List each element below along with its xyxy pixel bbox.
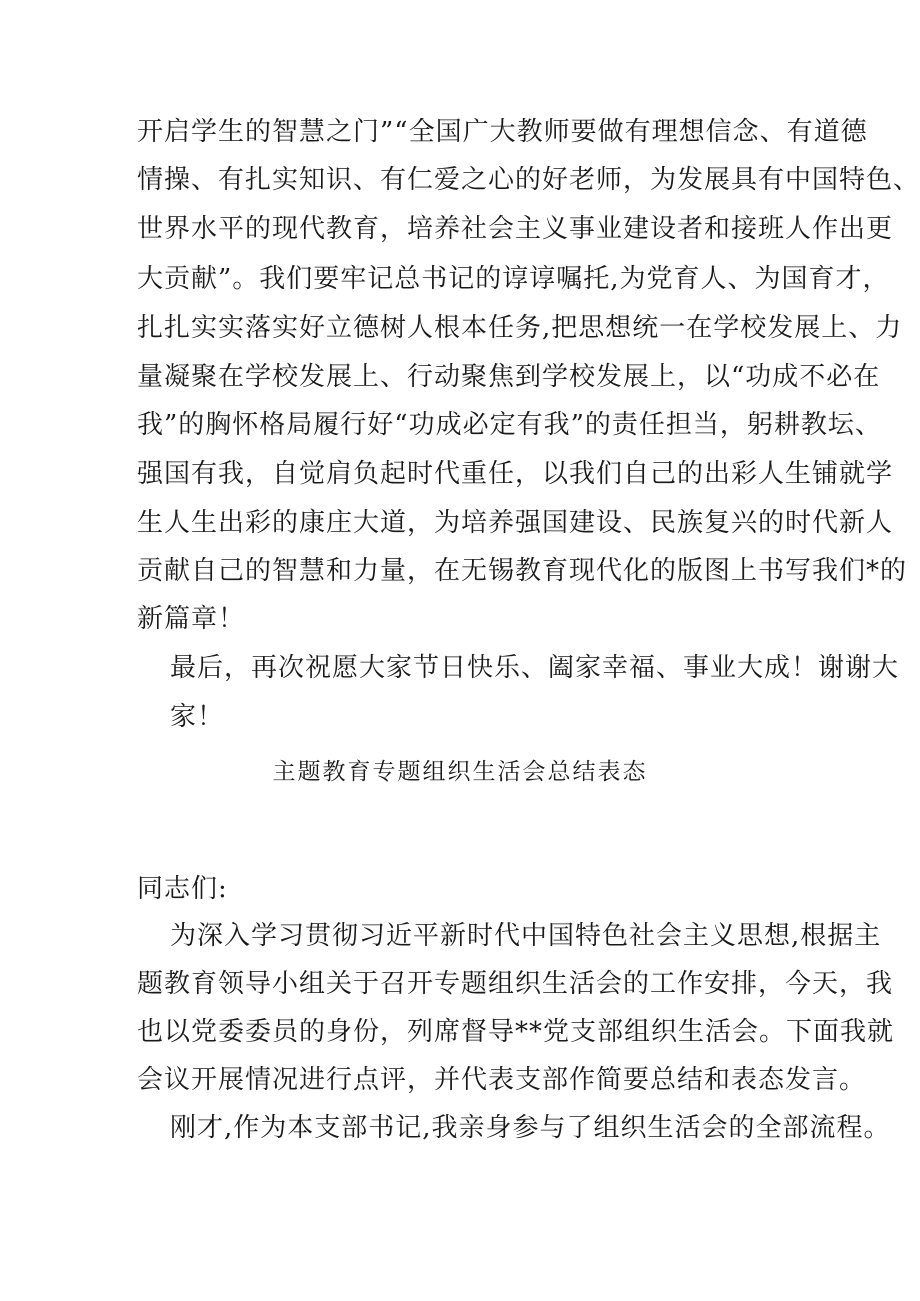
body-text-line: 为深入学习贯彻习近平新时代中国特色社会主义思想,根据主 [170,921,882,951]
body-text-line: 情操、有扎实知识、有仁爱之心的好老师，为发展具有中国特色、 [137,165,920,195]
body-text-line: 也以党委委员的身份，列席督导**党支部组织生活会。下面我就 [137,1017,895,1047]
body-text-line: 题教育领导小组关于召开专题组织生活会的工作安排，今天，我 [137,969,894,999]
closing-text-line: 最后，再次祝愿大家节日快乐、阖家幸福、事业大成！谢谢大 [170,653,900,683]
body-text-line: 扎扎实实落实好立德树人根本任务,把思想统一在学校发展上、力 [137,313,903,343]
body-text-line: 我”的胸怀格局履行好“功成必定有我”的责任担当，躬耕教坛、 [137,410,882,440]
body-text-line: 新篇章！ [137,604,246,634]
body-text-line: 大贡献”。我们要牢记总书记的谆谆嘱托,为党育人、为国育才， [137,264,890,294]
body-text-line: 贡献自己的智慧和力量，在无锡教育现代化的版图上书写我们*的 [137,556,908,586]
closing-text-line: 家！ [170,702,225,732]
section-title: 主题教育专题组织生活会总结表态 [272,759,648,785]
body-text-line: 会议开展情况进行点评，并代表支部作简要总结和表态发言。 [137,1065,867,1095]
greeting: 同志们: [137,874,228,904]
body-text-line: 刚才,作为本支部书记,我亲身参与了组织生活会的全部流程。 [170,1113,891,1143]
body-text-line: 量凝聚在学校发展上、行动聚焦到学校发展上，以“功成不必在 [137,362,881,392]
body-text-line: 世界水平的现代教育，培养社会主义事业建设者和接班人作出更 [137,214,894,244]
body-text-line: 强国有我，自觉肩负起时代重任，以我们自己的出彩人生铺就学 [137,459,894,489]
body-text-line: 生人生出彩的康庄大道，为培养强国建设、民族复兴的时代新人 [137,508,894,538]
body-text-line: 开启学生的智慧之门”“全国广大教师要做有理想信念、有道德 [137,117,868,147]
